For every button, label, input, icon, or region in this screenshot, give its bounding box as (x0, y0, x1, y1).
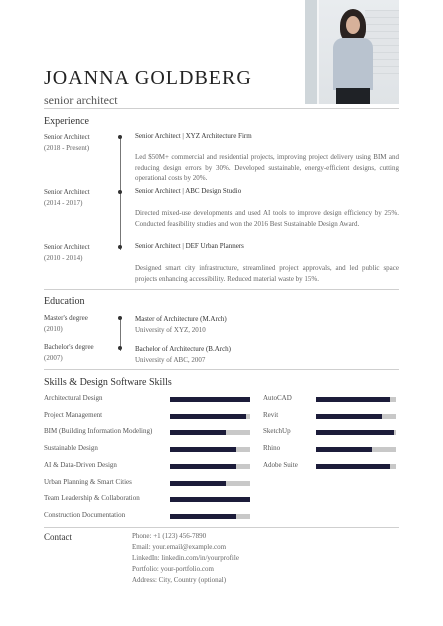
experience-dates: (2010 - 2014) (44, 254, 83, 262)
skill-level-fill (170, 481, 226, 486)
education-degree: Master of Architecture (M.Arch) (135, 315, 227, 323)
skill-level-bar (316, 397, 396, 402)
experience-heading: Senior Architect | ABC Design Studio (135, 187, 242, 195)
education-school: University of XYZ, 2010 (135, 326, 206, 334)
experience-title: Experience (44, 116, 89, 127)
photo-face (346, 16, 360, 34)
education-school: University of ABC, 2007 (135, 356, 206, 364)
contact-title: Contact (44, 532, 72, 542)
skill-name: SketchUp (263, 427, 291, 436)
timeline-dot (118, 346, 122, 350)
skill-level-fill (316, 397, 390, 402)
skill-level-bar (170, 481, 250, 486)
skill-level-fill (170, 497, 250, 502)
timeline-dot (118, 245, 122, 249)
education-divider (44, 369, 399, 370)
skill-level-bar (170, 414, 250, 419)
experience-heading: Senior Architect | DEF Urban Planners (135, 242, 244, 250)
skill-level-fill (316, 447, 372, 452)
photo-pants (336, 88, 370, 104)
experience-description: Directed mixed-use developments and used AI tools to improve design efficiency by 25%. Conducted feasibility studies and won the 2016 Best Sustainable Design Award. (135, 209, 399, 228)
skill-level-bar (170, 464, 250, 469)
window-frame (305, 0, 319, 104)
skill-name: Project Management (44, 410, 103, 419)
education-title: Education (44, 296, 85, 307)
education-left-2 (44, 342, 94, 364)
education-dates: (2007) (44, 354, 63, 362)
experience-left-3 (44, 242, 90, 264)
experience-timeline (120, 138, 121, 250)
skill-name: AI & Data-Driven Design (44, 460, 117, 469)
person-name: JOANNA GOLDBERG (44, 67, 252, 89)
education-degree-type: Bachelor's degree (44, 343, 94, 351)
profile-photo (305, 0, 399, 104)
skill-name: BIM (Building Information Modeling) (44, 427, 153, 436)
experience-position: Senior Architect (44, 133, 90, 141)
education-degree-type: Master's degree (44, 314, 88, 322)
skill-name: Team Leadership & Collaboration (44, 494, 140, 503)
timeline-dot (118, 190, 122, 194)
timeline-dot (118, 135, 122, 139)
education-dates: (2010) (44, 325, 63, 333)
experience-dates: (2014 - 2017) (44, 199, 83, 207)
experience-dates: (2018 - Present) (44, 144, 90, 152)
skill-name: AutoCAD (263, 394, 292, 402)
skill-level-fill (170, 397, 250, 402)
header-divider (44, 108, 399, 109)
skill-level-fill (170, 447, 236, 452)
skills-divider (44, 527, 399, 528)
skill-name: Construction Documentation (44, 510, 126, 519)
skill-level-bar (316, 414, 396, 419)
skill-level-bar (316, 464, 396, 469)
skill-name: Revit (263, 410, 279, 419)
contact-email: Email: your.email@example.com (132, 543, 227, 551)
photo-body (333, 38, 373, 90)
skill-level-fill (170, 464, 236, 469)
contact-linkedin: LinkedIn: linkedin.com/in/yourprofile (132, 554, 239, 562)
skill-level-fill (170, 414, 246, 419)
experience-left-2 (44, 187, 90, 209)
education-right-1 (135, 314, 227, 336)
skill-level-fill (170, 514, 236, 519)
education-right-2 (135, 344, 231, 366)
skill-level-bar (316, 447, 396, 452)
skill-level-bar (170, 497, 250, 502)
education-left-1 (44, 313, 88, 335)
education-degree: Bachelor of Architecture (B.Arch) (135, 345, 232, 353)
experience-description: Led $50M+ commercial and residential projects, improving project delivery using BIM and reducing design errors by 30%. Developed sustainable, energy-efficient designs, cutting operational costs by 20%. (135, 153, 399, 182)
skill-level-fill (316, 414, 382, 419)
skill-level-bar (170, 397, 250, 402)
skill-level-bar (170, 447, 250, 452)
skill-name: Rhino (263, 444, 281, 453)
skill-level-bar (170, 430, 250, 435)
experience-position: Senior Architect (44, 188, 90, 196)
skill-name: Sustainable Design (44, 444, 98, 453)
skill-name: Adobe Suite (263, 460, 298, 469)
experience-left-1 (44, 132, 90, 154)
experience-divider (44, 289, 399, 290)
experience-heading: Senior Architect | XYZ Architecture Firm (135, 132, 252, 140)
experience-position: Senior Architect (44, 243, 90, 251)
person-role: senior architect (44, 93, 118, 107)
skill-level-bar (170, 514, 250, 519)
contact-portfolio: Portfolio: your-portfolio.com (132, 565, 214, 573)
experience-description: Designed smart city infrastructure, streamlined project approvals, and led public space projects enhancing accessibility. Reduced material waste by 15%. (135, 264, 399, 283)
skill-level-fill (316, 430, 394, 435)
timeline-dot (118, 316, 122, 320)
skills-title: Skills & Design Software Skills (44, 377, 172, 388)
contact-address: Address: City, Country (optional) (132, 576, 227, 584)
contact-phone: Phone: +1 (123) 456-7890 (132, 532, 207, 540)
skill-name: Urban Planning & Smart Cities (44, 477, 132, 486)
skill-level-fill (316, 464, 390, 469)
skill-name: Architectural Design (44, 394, 103, 402)
skill-level-fill (170, 430, 226, 435)
skill-level-bar (316, 430, 396, 435)
